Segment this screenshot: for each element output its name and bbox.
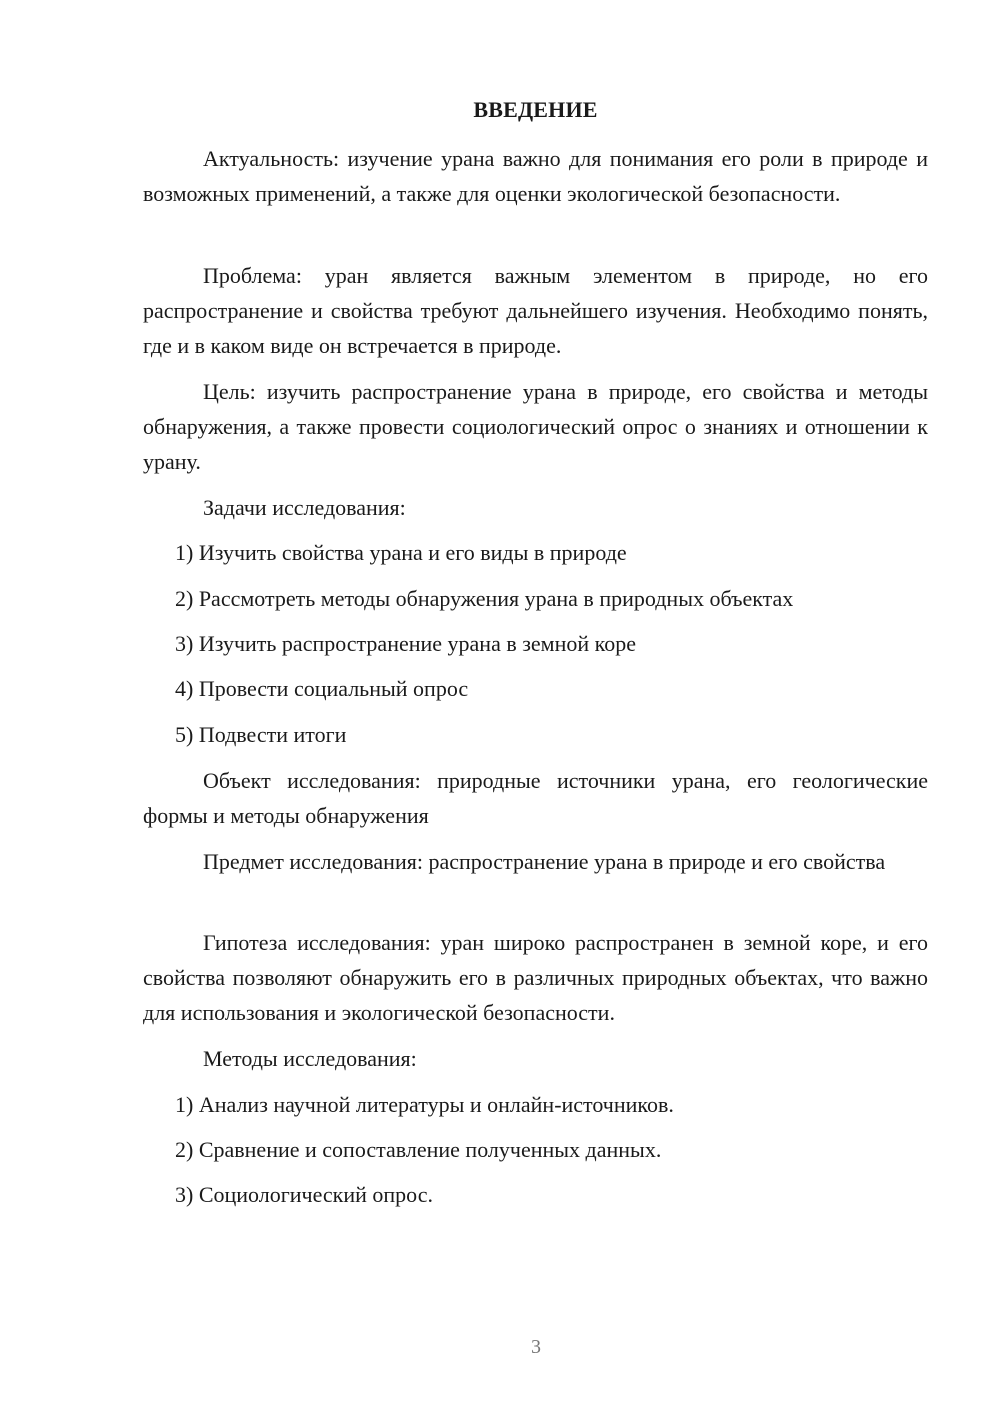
problem-paragraph: Проблема: уран является важным элементом в природе, но его распространение и свойства требуют дальнейшего изучения. Необходимо понять, где и в каком виде он встречается в природе.: [143, 263, 928, 358]
task-item: 1) Изучить свойства урана и его виды в природе: [175, 540, 627, 565]
task-item: 5) Подвести итоги: [175, 722, 347, 747]
subject-paragraph: Предмет исследования: распространение урана в природе и его свойства: [203, 849, 886, 874]
section-title: ВВЕДЕНИЕ: [473, 97, 598, 122]
method-item: 1) Анализ научной литературы и онлайн-источников.: [175, 1092, 674, 1117]
object-paragraph: Объект исследования: природные источники урана, его геологические формы и методы обнаружения: [143, 768, 928, 828]
task-item: 4) Провести социальный опрос: [175, 676, 469, 701]
task-item: 3) Изучить распространение урана в земной коре: [175, 631, 636, 656]
hypothesis-paragraph: Гипотеза исследования: уран широко распространен в земной коре, и его свойства позволяют обнаружить его в различных природных объектах, что важно для использования и экологической безопасности.: [143, 930, 928, 1025]
method-item: 3) Социологический опрос.: [175, 1182, 433, 1207]
tasks-heading: Задачи исследования:: [203, 495, 406, 520]
goal-paragraph: Цель: изучить распространение урана в природе, его свойства и методы обнаружения, а также провести социологический опрос о знаниях и отношении к урану.: [143, 379, 928, 474]
page-number: 3: [531, 1336, 541, 1358]
relevance-paragraph: Актуальность: изучение урана важно для понимания его роли в природе и возможных применений, а также для оценки экологической безопасности.: [143, 146, 928, 206]
task-item: 2) Рассмотреть методы обнаружения урана в природных объектах: [175, 586, 794, 611]
methods-heading: Методы исследования:: [203, 1046, 417, 1071]
method-item: 2) Сравнение и сопоставление полученных данных.: [175, 1137, 662, 1162]
